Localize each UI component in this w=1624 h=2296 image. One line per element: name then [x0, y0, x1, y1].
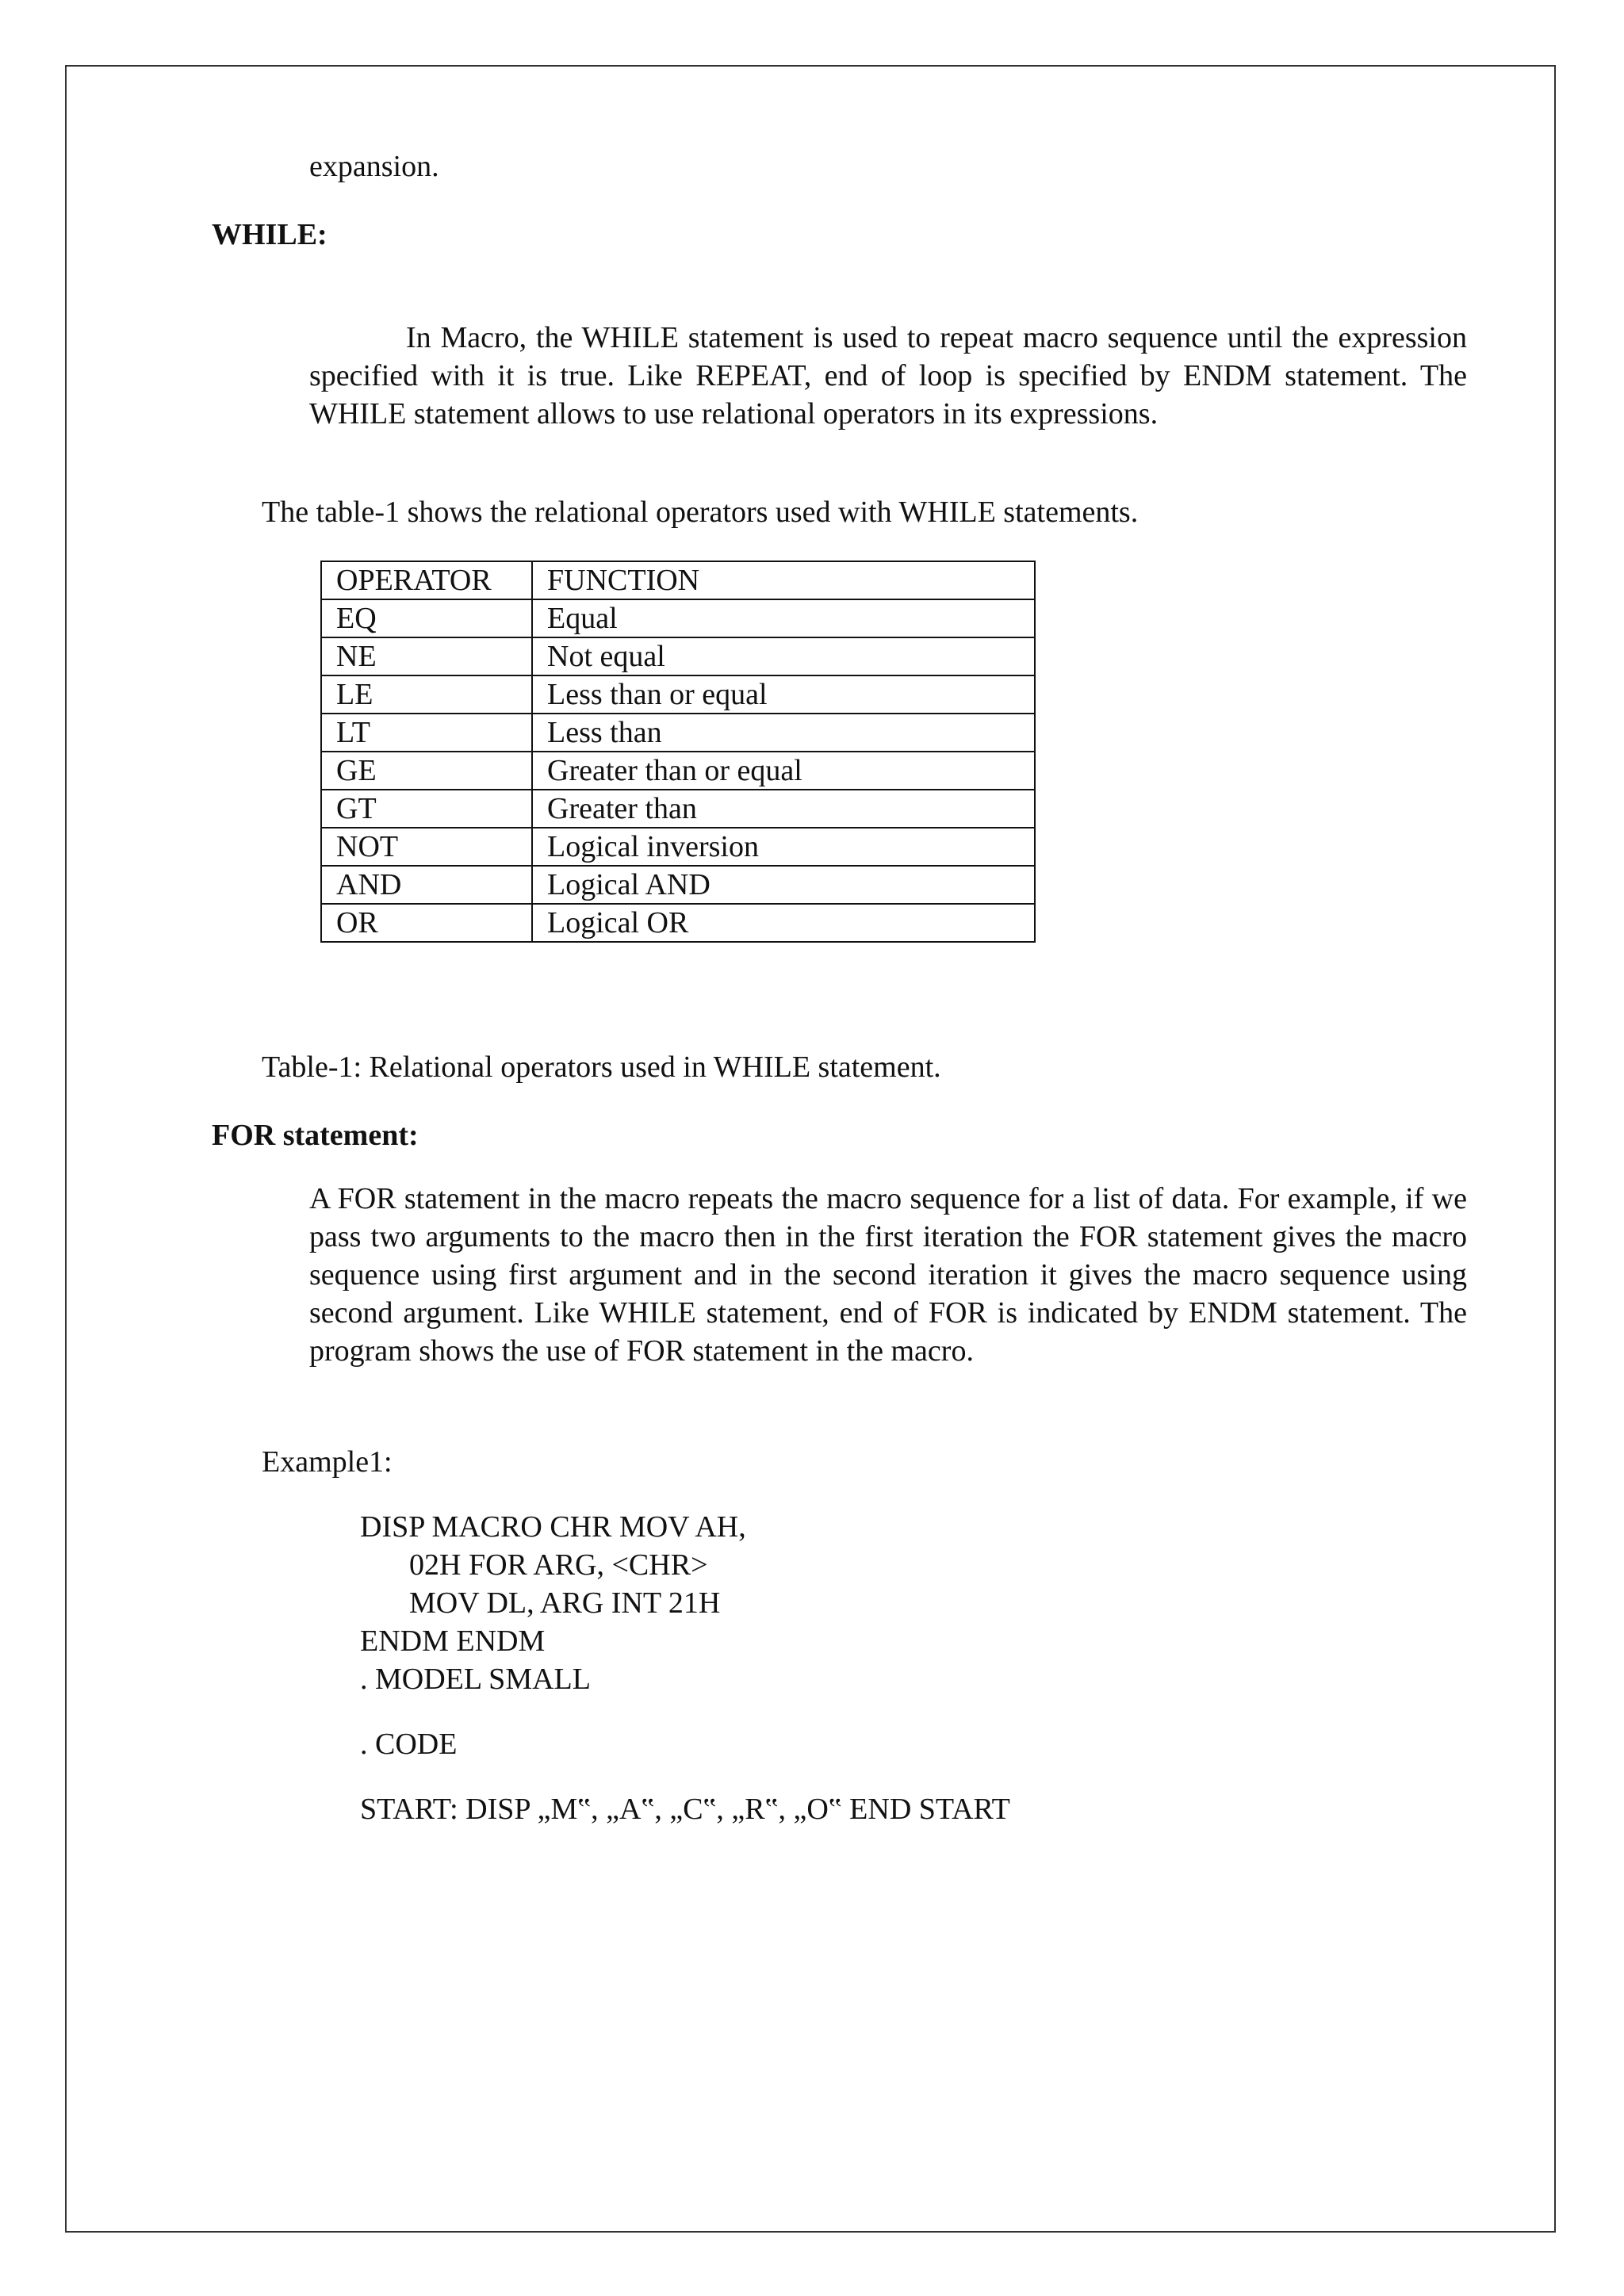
while-heading: WHILE: [212, 218, 327, 251]
operator-cell: LT [321, 714, 532, 752]
while-paragraph-text: In Macro, the WHILE statement is used to repeat macro sequence until the expression specified with it is true. Like REPEAT, end of loop is specified by ENDM statement. The WHILE statement allows to use relational operators in its expressions. [309, 321, 1467, 430]
operator-cell: LE [321, 675, 532, 714]
table-row [321, 790, 1035, 828]
operator-cell: AND [321, 866, 532, 904]
operator-cell: OR [321, 904, 532, 942]
function-cell: Greater than or equal [532, 752, 1035, 790]
code-line: . MODEL SMALL [360, 1663, 591, 1696]
function-cell: Logical AND [532, 866, 1035, 904]
relational-operators-table [320, 561, 1036, 943]
table-row [321, 675, 1035, 714]
while-paragraph [309, 319, 1467, 433]
code-line: START: DISP „M‟, „A‟, „C‟, „R‟, „O‟ END START [360, 1793, 1010, 1826]
operator-cell: NOT [321, 828, 532, 866]
function-cell: Logical OR [532, 904, 1035, 942]
table-body [321, 561, 1035, 942]
code-line: MOV DL, ARG INT 21H [409, 1586, 721, 1620]
continued-text: expansion. [309, 150, 439, 183]
table-row [321, 828, 1035, 866]
table-intro-text: The table-1 shows the relational operators used with WHILE statements. [262, 496, 1139, 529]
table-row [321, 866, 1035, 904]
operator-cell: GE [321, 752, 532, 790]
operator-cell: OPERATOR [321, 561, 532, 599]
table-row [321, 752, 1035, 790]
table-caption: Table-1: Relational operators used in WHILE statement. [262, 1050, 941, 1084]
function-cell: FUNCTION [532, 561, 1035, 599]
function-cell: Less than [532, 714, 1035, 752]
function-cell: Logical inversion [532, 828, 1035, 866]
example-label: Example1: [262, 1445, 393, 1479]
function-cell: Not equal [532, 637, 1035, 675]
table-header-row [321, 561, 1035, 599]
operator-cell: GT [321, 790, 532, 828]
code-line: . CODE [360, 1728, 458, 1761]
operator-cell: EQ [321, 599, 532, 637]
table-row [321, 714, 1035, 752]
code-line: ENDM ENDM [360, 1624, 546, 1658]
for-paragraph: A FOR statement in the macro repeats the macro sequence for a list of data. For example, if we pass two arguments to the macro then in the first iteration the FOR statement gives the macro sequence using first argument and in the second iteration it gives the macro sequence using second argument. Like WHILE statement, end of FOR is indicated by ENDM statement. The program shows the use of FOR statement in the macro. [309, 1182, 1467, 1368]
table-row [321, 904, 1035, 942]
operator-cell: NE [321, 637, 532, 675]
code-line: DISP MACRO CHR MOV AH, [360, 1510, 746, 1544]
function-cell: Greater than [532, 790, 1035, 828]
function-cell: Equal [532, 599, 1035, 637]
code-line: 02H FOR ARG, <CHR> [409, 1548, 708, 1582]
table-row [321, 599, 1035, 637]
function-cell: Less than or equal [532, 675, 1035, 714]
for-heading: FOR statement: [212, 1119, 419, 1152]
table-row [321, 637, 1035, 675]
